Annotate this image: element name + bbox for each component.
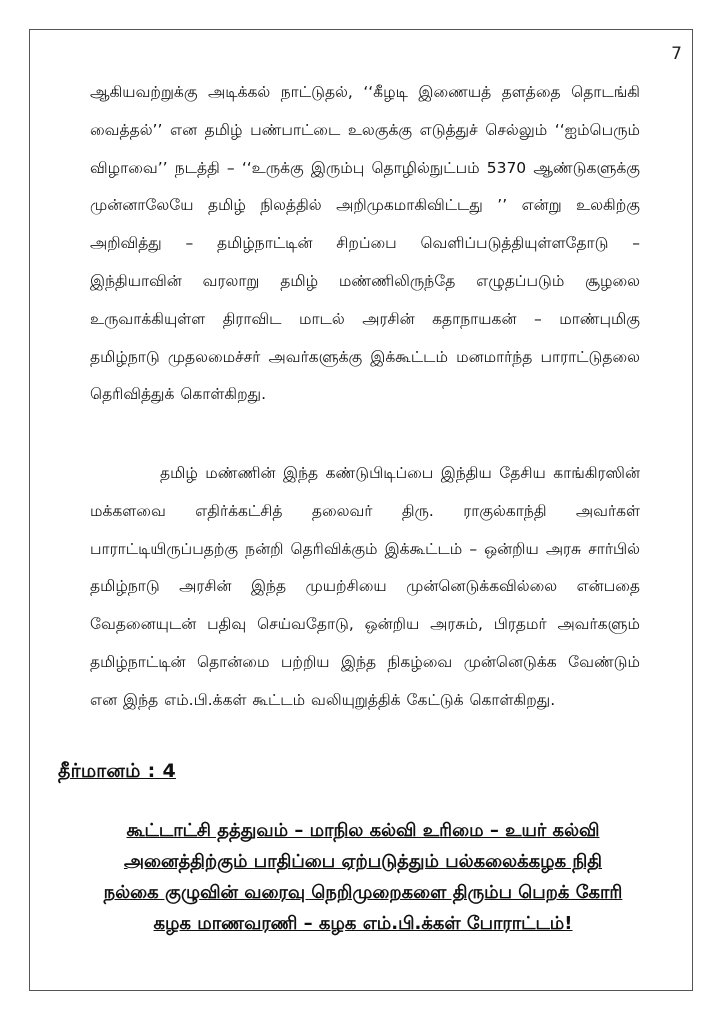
resolution-title: கூட்டாட்சி தத்துவம் – மாநில கல்வி உரிமை – உயர் கல்வி அனைத்திற்கும் பாதிப்பை ஏற்படுத்தும் பல்கலைக்கழக நிதி நல்கை குழுவின் வரைவு நெறிமுறைகளை திரும்ப பெறக் கோரி கழக மாணவரணி – கழக எம்.பி.க்கள் போராட்டம்! — [103, 820, 623, 934]
paragraph-rahul-gandhi: தமிழ் மண்ணின் இந்த கண்டுபிடிப்பை இந்திய தேசிய காங்கிரஸின் மக்களவை எதிர்க்கட்சித் தலைவர் திரு. ராகுல்காந்தி அவர்கள் பாராட்டியிருப்பதற்கு நன்றி தெரிவிக்கும் இக்கூட்டம் – ஒன்றிய அரசு சார்பில் தமிழ்நாடு அரசின் இந்த முயற்சியை முன்னெடுக்கவில்லை என்பதை வேதனையுடன் பதிவு செய்வதோடு, ஒன்றிய அரசும், பிரதமர் அவர்களும் தமிழ்நாட்டின் தொன்மை பற்றிய இந்த நிகழ்வை முன்னெடுக்க வேண்டும் என இந்த எம்.பி.க்கள் கூட்டம் வலியுறுத்திக் கேட்டுக் கொள்கிறது. — [90, 464, 640, 709]
page-number: 7 — [671, 44, 682, 64]
resolution-heading: தீர்மானம் : 4 — [58, 760, 176, 782]
paragraph-appreciation: ஆகியவற்றுக்கு அடிக்கல் நாட்டுதல், ‘‘கீழடி இணையத் தளத்தை தொடங்கி வைத்தல்’’ என தமிழ் பண்பாட்டை உலகுக்கு எடுத்துச் செல்லும் ‘‘ஐம்பெரும் விழாவை’’ நடத்தி – ‘‘உருக்கு இரும்பு தொழில்நுட்பம் 5370 ஆண்டுகளுக்கு முன்னாலேயே தமிழ் நிலத்தில் அறிமுகமாகிவிட்டது ’’ என்று உலகிற்கு அறிவித்து – தமிழ்நாட்டின் சிறப்பை வெளிப்படுத்தியுள்ளதோடு – இந்தியாவின் வரலாறு தமிழ் மண்ணிலிருந்தே எழுதப்படும் சூழலை உருவாக்கியுள்ள திராவிட மாடல் அரசின் கதாநாயகன் – மாண்புமிகு தமிழ்நாடு முதலமைச்சர் அவர்களுக்கு இக்கூட்டம் மனமார்ந்த பாராட்டுதலை தெரிவித்துக் கொள்கிறது. — [90, 83, 640, 404]
